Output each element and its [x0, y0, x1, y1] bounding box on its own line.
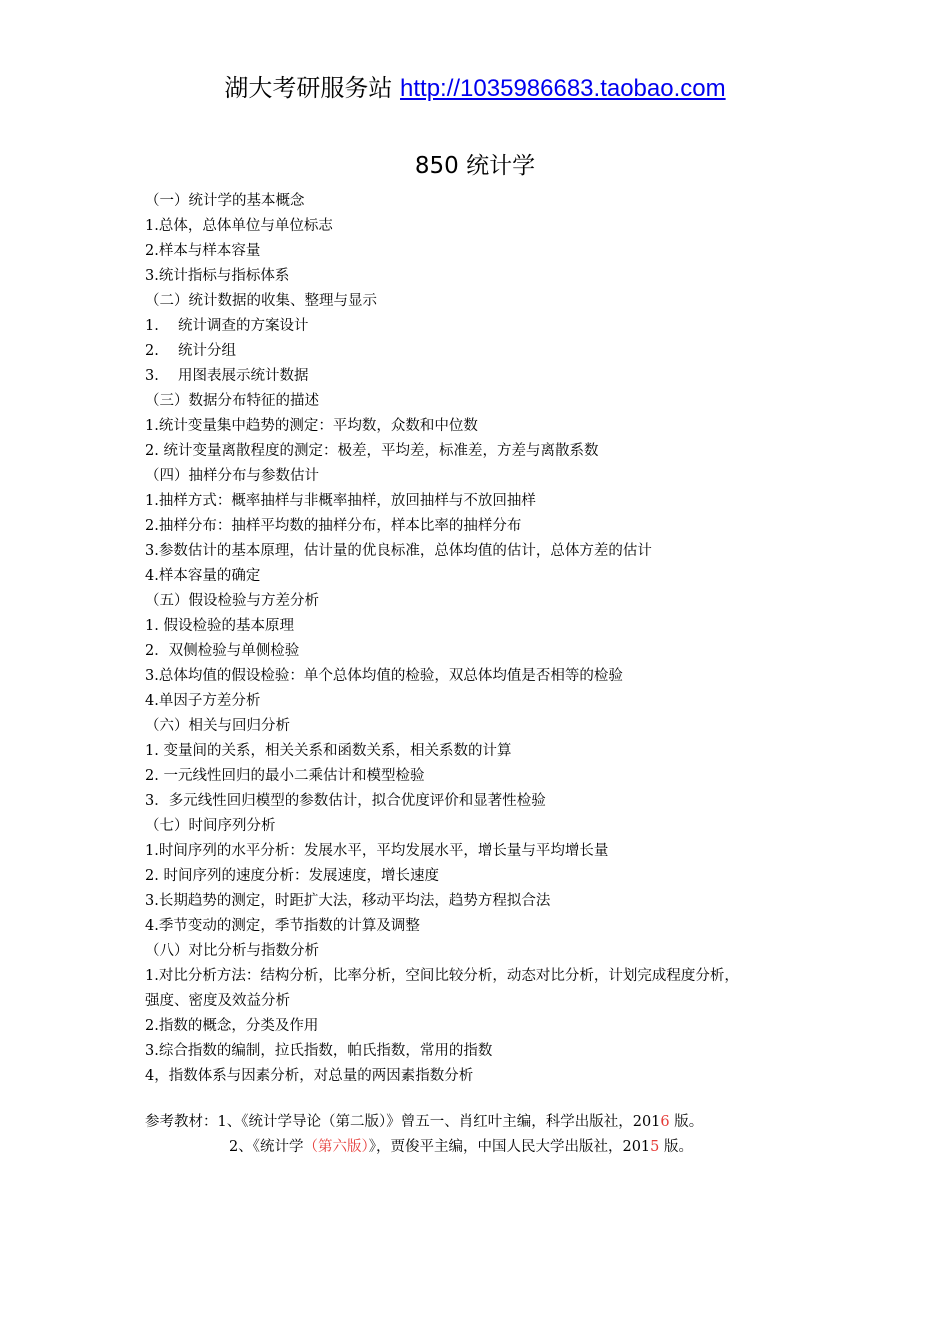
- page-title: 850 统计学: [414, 153, 536, 179]
- reference-label: 参考教材：: [145, 1114, 218, 1130]
- outline-item: （三）数据分布特征的描述: [145, 393, 319, 409]
- reference-line-2: [145, 1135, 845, 1160]
- outline-item: 2. 统计变量离散程度的测定：极差，平均差，标准差，方差与离散系数: [145, 443, 599, 459]
- outline-item: 3.综合指数的编制，拉氏指数，帕氏指数，常用的指数: [145, 1043, 493, 1059]
- outline-item: 4.季节变动的测定，季节指数的计算及调整: [145, 918, 420, 934]
- outline-item: （八）对比分析与指数分析: [145, 943, 319, 959]
- outline-item: 2．双侧检验与单侧检验: [145, 643, 300, 659]
- reference-2-suffix: 版。: [659, 1139, 694, 1155]
- outline-item: 1. 统计调查的方案设计: [145, 318, 309, 334]
- header-site-name: 湖大考研服务站: [224, 74, 401, 102]
- outline-item: 2.指数的概念，分类及作用: [145, 1018, 319, 1034]
- outline-item: （六）相关与回归分析: [145, 718, 290, 734]
- outline-item: 2. 一元线性回归的最小二乘估计和模型检验: [145, 768, 425, 784]
- outline-item: 3.总体均值的假设检验：单个总体均值的检验，双总体均值是否相等的检验: [145, 668, 623, 684]
- outline-item: 1. 变量间的关系，相关关系和函数关系，相关系数的计算: [145, 743, 512, 759]
- outline-item: （二）统计数据的收集、整理与显示: [145, 293, 377, 309]
- outline-item: 3.长期趋势的测定，时距扩大法，移动平均法，趋势方程拟合法: [145, 893, 551, 909]
- reference-2-text: 2、《统计学: [229, 1139, 304, 1155]
- outline-item: 2. 统计分组: [145, 343, 236, 359]
- reference-textbooks: [145, 1110, 845, 1160]
- reference-1-text: 1、《统计学导论（第二版）》曾五一、肖红叶主编，科学出版社，201: [217, 1114, 661, 1130]
- outline-item: 1. 假设检验的基本原理: [145, 618, 294, 634]
- outline-item: 2.抽样分布：抽样平均数的抽样分布，样本比率的抽样分布: [145, 518, 522, 534]
- reference-line-1: [145, 1110, 845, 1135]
- reference-2-edition: （第六版）: [303, 1139, 369, 1155]
- reference-2-year-digit: 5: [650, 1139, 660, 1155]
- outline-item: 1.时间序列的水平分析：发展水平，平均发展水平，增长量与平均增长量: [145, 843, 609, 859]
- outline-item: （七）时间序列分析: [145, 818, 276, 834]
- outline-item: 1.对比分析方法：结构分析，比率分析，空间比较分析，动态对比分析，计划完成程度分析，: [145, 968, 739, 984]
- syllabus-outline: [145, 189, 825, 1089]
- outline-item: 4，指数体系与因素分析，对总量的两因素指数分析: [145, 1068, 474, 1084]
- outline-item: 3. 用图表展示统计数据: [145, 368, 309, 384]
- outline-item: 4.单因子方差分析: [145, 693, 261, 709]
- outline-item: （一）统计学的基本概念: [145, 193, 305, 209]
- outline-item: （五）假设检验与方差分析: [145, 593, 319, 609]
- outline-item: 3.参数估计的基本原理，估计量的优良标准，总体均值的估计，总体方差的估计: [145, 543, 652, 559]
- outline-item: 3.统计指标与指标体系: [145, 268, 290, 284]
- outline-item: 1.总体，总体单位与单位标志: [145, 218, 333, 234]
- reference-2-publisher: 》，贾俊平主编，中国人民大学出版社，201: [368, 1139, 651, 1155]
- outline-item: 4.样本容量的确定: [145, 568, 261, 584]
- outline-item: 1.统计变量集中趋势的测定：平均数，众数和中位数: [145, 418, 478, 434]
- outline-item: 1.抽样方式：概率抽样与非概率抽样，放回抽样与不放回抽样: [145, 493, 536, 509]
- outline-item: 3．多元线性回归模型的参数估计，拟合优度评价和显著性检验: [145, 793, 546, 809]
- outline-item: 2. 时间序列的速度分析：发展速度，增长速度: [145, 868, 439, 884]
- outline-item: 强度、密度及效益分析: [145, 993, 290, 1009]
- outline-item: （四）抽样分布与参数估计: [145, 468, 319, 484]
- reference-1-suffix: 版。: [669, 1114, 704, 1130]
- header-shop-link[interactable]: http://1035986683.taobao.com: [400, 75, 726, 102]
- page-header: [0, 72, 950, 105]
- reference-1-year-digit: 6: [660, 1114, 670, 1130]
- outline-item: 2.样本与样本容量: [145, 243, 261, 259]
